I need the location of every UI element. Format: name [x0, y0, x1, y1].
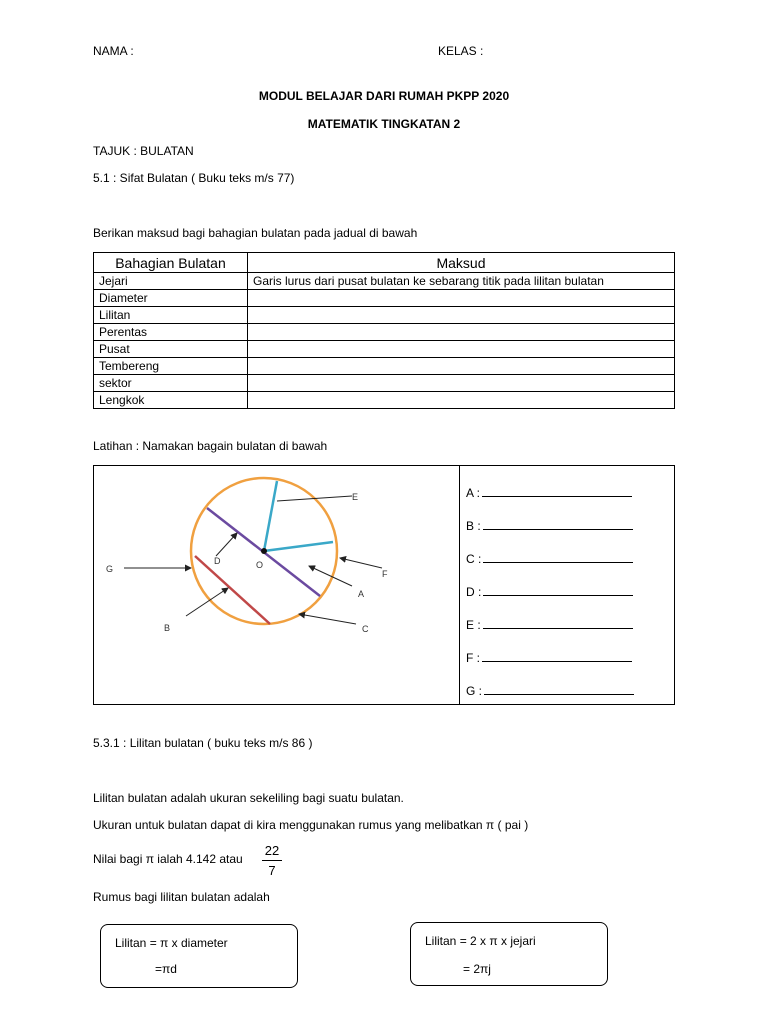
- section-heading-5-1: 5.1 : Sifat Bulatan ( Buku teks m/s 77): [93, 171, 295, 185]
- arrow-f: [340, 558, 382, 568]
- meaning-cell[interactable]: Garis lurus dari pusat bulatan ke sebarang titik pada lilitan bulatan: [248, 273, 675, 290]
- label-a: A: [358, 589, 365, 599]
- exercise-divider: [459, 466, 460, 704]
- topic-heading: TAJUK : BULATAN: [93, 144, 194, 158]
- class-label: KELAS :: [438, 44, 484, 58]
- table-row: [94, 392, 675, 409]
- header-meaning: Maksud: [248, 253, 675, 273]
- label-e: E: [352, 492, 359, 502]
- part-cell: Diameter: [94, 290, 248, 307]
- answer-row: [466, 517, 634, 550]
- circumference-definition: Lilitan bulatan adalah ukuran sekeliling bagi suatu bulatan.: [93, 791, 404, 805]
- name-label: NAMA :: [93, 44, 134, 58]
- part-cell: Pusat: [94, 341, 248, 358]
- formula-box-diameter: [100, 924, 298, 988]
- header-part: Bahagian Bulatan: [94, 253, 248, 273]
- arrow-d: [216, 533, 237, 556]
- table-row: [94, 307, 675, 324]
- meaning-cell[interactable]: [248, 358, 675, 375]
- part-cell: sektor: [94, 375, 248, 392]
- table-row: [94, 273, 675, 290]
- answer-blank[interactable]: [483, 517, 633, 530]
- label-d: D: [214, 556, 221, 566]
- fraction-denominator: 7: [268, 863, 276, 878]
- subject-title: MATEMATIK TINGKATAN 2: [307, 117, 461, 131]
- answer-blank[interactable]: [482, 649, 632, 662]
- meaning-cell[interactable]: [248, 290, 675, 307]
- table-row: [94, 290, 675, 307]
- circle-diagram: [94, 466, 459, 704]
- answer-label: E :: [466, 618, 481, 632]
- part-cell: Lengkok: [94, 392, 248, 409]
- answer-label: F :: [466, 651, 480, 665]
- label-f: F: [382, 569, 388, 579]
- meaning-cell[interactable]: [248, 324, 675, 341]
- answer-label: A :: [466, 486, 481, 500]
- arrow-c: [299, 614, 356, 624]
- formula-diameter-line1: Lilitan = π x diameter: [115, 936, 228, 950]
- exercise-title: Latihan : Namakan bagain bulatan di bawah: [93, 439, 328, 453]
- answer-row: [466, 649, 634, 682]
- answer-row: [466, 583, 634, 616]
- circle-parts-table: [93, 252, 675, 409]
- meaning-cell[interactable]: [248, 375, 675, 392]
- answer-row: [466, 616, 634, 649]
- answer-blank[interactable]: [483, 583, 633, 596]
- answer-blank[interactable]: [484, 682, 634, 695]
- module-title: MODUL BELAJAR DARI RUMAH PKPP 2020: [258, 89, 510, 103]
- answer-list: [466, 484, 634, 715]
- label-g: G: [106, 564, 114, 574]
- formula-intro: Rumus bagi lilitan bulatan adalah: [93, 890, 270, 904]
- answer-label: C :: [466, 552, 482, 566]
- center-point: [261, 548, 267, 554]
- formula-radius-line2: = 2πj: [463, 962, 491, 976]
- answer-blank[interactable]: [483, 616, 633, 629]
- meaning-cell[interactable]: [248, 307, 675, 324]
- radius-line: [264, 481, 277, 551]
- answer-label: B :: [466, 519, 481, 533]
- table-row: [94, 324, 675, 341]
- exercise-box: [93, 465, 675, 705]
- part-cell: Tembereng: [94, 358, 248, 375]
- label-o: O: [256, 560, 264, 570]
- table-instruction: Berikan maksud bagi bahagian bulatan pada jadual di bawah: [93, 226, 418, 240]
- answer-blank[interactable]: [482, 484, 632, 497]
- formula-radius-line1: Lilitan = 2 x π x jejari: [425, 934, 536, 948]
- label-c: C: [362, 624, 369, 634]
- answer-row: [466, 550, 634, 583]
- part-cell: Perentas: [94, 324, 248, 341]
- table-row: [94, 358, 675, 375]
- formula-box-radius: [410, 922, 608, 986]
- pi-fraction: [262, 843, 282, 878]
- meaning-cell[interactable]: [248, 392, 675, 409]
- formula-diameter-line2: =πd: [155, 962, 177, 976]
- label-b: B: [164, 623, 171, 633]
- answer-label: D :: [466, 585, 482, 599]
- radius-line: [264, 542, 333, 551]
- table-row: [94, 375, 675, 392]
- fraction-numerator: 22: [264, 843, 280, 858]
- answer-row: [466, 682, 634, 715]
- part-cell: Lilitan: [94, 307, 248, 324]
- answer-label: G :: [466, 684, 483, 698]
- section-heading-5-3-1: 5.3.1 : Lilitan bulatan ( buku teks m/s 86 ): [93, 736, 313, 750]
- part-cell: Jejari: [94, 273, 248, 290]
- circumference-pi-note: Ukuran untuk bulatan dapat di kira menggunakan rumus yang melibatkan π ( pai ): [93, 818, 529, 832]
- table-header-row: [94, 253, 675, 273]
- answer-blank[interactable]: [483, 550, 633, 563]
- pi-value-text: Nilai bagi π ialah 4.142 atau: [93, 852, 243, 866]
- meaning-cell[interactable]: [248, 341, 675, 358]
- fraction-bar: [262, 860, 282, 861]
- table-row: [94, 341, 675, 358]
- answer-row: [466, 484, 634, 517]
